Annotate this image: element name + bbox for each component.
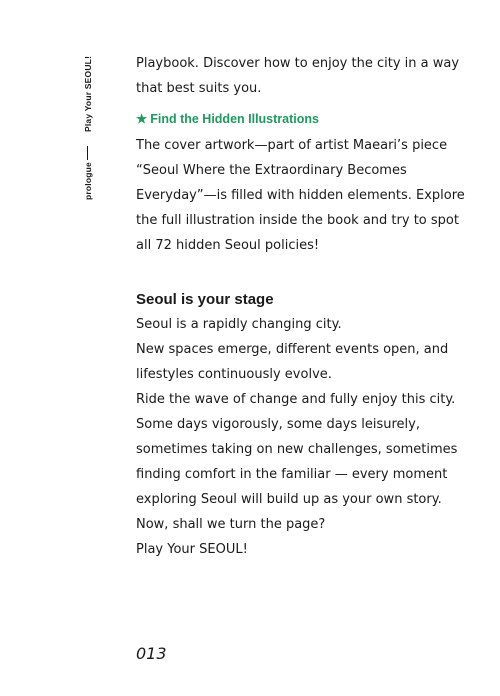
stage-line: Some days vigorously, some days leisurely, sometimes taking on new challenges, sometimes finding comfort in the familiar — every moment exploring Seoul will build up as your own story. (136, 417, 458, 507)
hidden-illustrations-heading (136, 109, 466, 129)
hidden-illustrations-text: The cover artwork—part of artist Maeari’s piece “Seoul Where the Extraordinary Becomes Everyday”—is filled with hidden elements. Explore the full illustration inside the book and try to spot all 72 hidden Seoul policies! (136, 138, 465, 253)
page-body (136, 51, 466, 562)
stage-line: Play Your SEOUL! (136, 542, 248, 557)
running-header-divider (87, 146, 88, 160)
side-running-header (78, 44, 98, 214)
page-number: 013 (136, 644, 167, 663)
hidden-illustrations-title: Find the Hidden Illustrations (150, 112, 319, 126)
stage-section-heading: Seoul is your stage (136, 291, 274, 308)
running-title: Play Your SEOUL! (83, 55, 93, 132)
section-label: prologue (83, 162, 93, 200)
stage-line: Now, shall we turn the page? (136, 517, 326, 532)
stage-line: New spaces emerge, different events open, and lifestyles continuously evolve. (136, 342, 449, 382)
stage-line: Ride the wave of change and fully enjoy this city. (136, 392, 456, 407)
stage-line: Seoul is a rapidly changing city. (136, 317, 342, 332)
star-icon: ★ (136, 112, 148, 126)
intro-continuation: Playbook. Discover how to enjoy the city in a way that best suits you. (136, 56, 460, 96)
